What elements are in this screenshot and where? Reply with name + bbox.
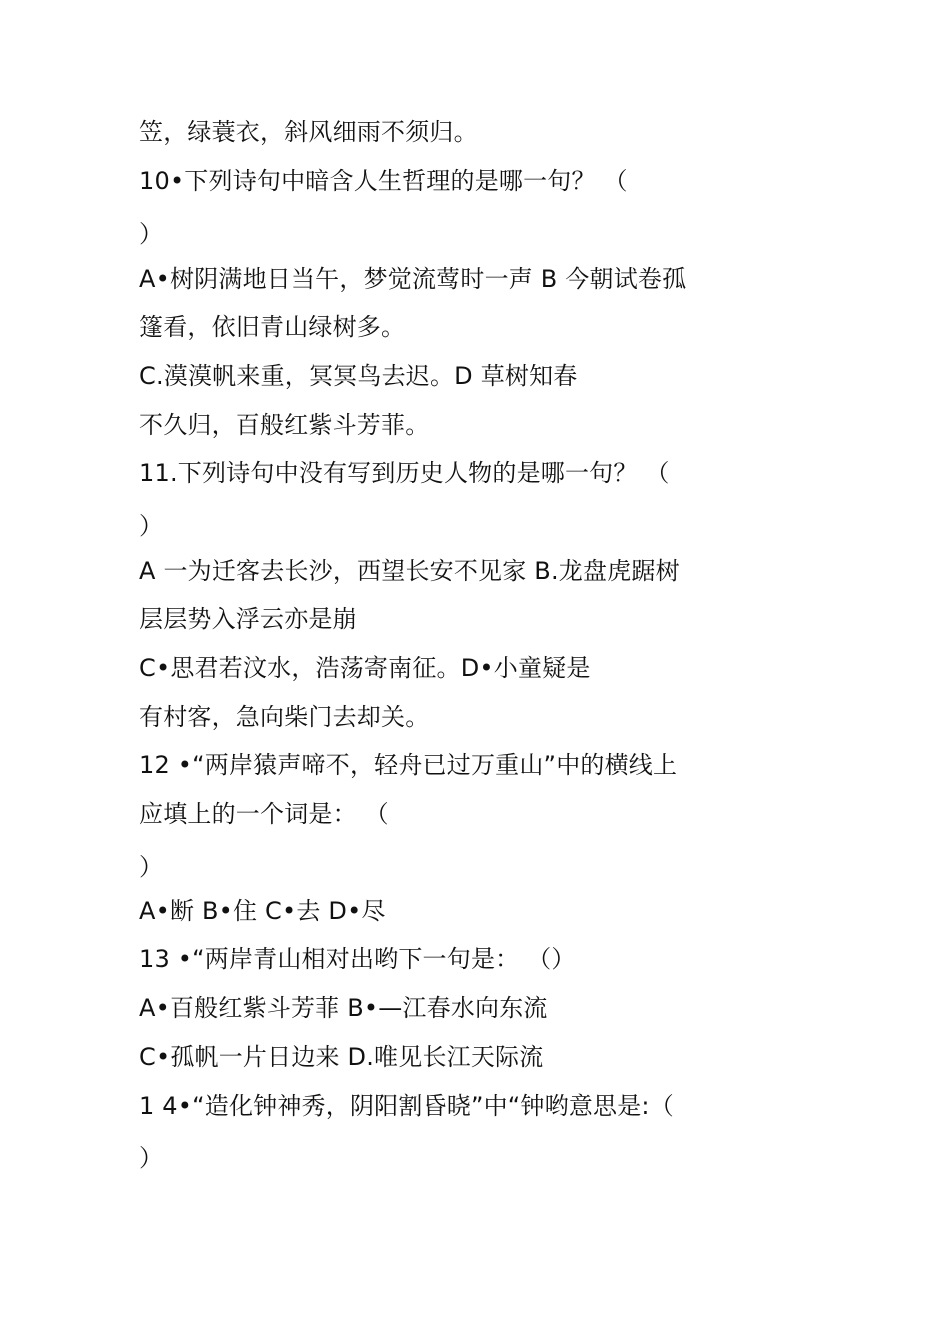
text-line: ） (139, 853, 164, 881)
question-12: 12 •“两岸猿声啼不，轻舟已过万重山”中的横线上 (139, 751, 678, 779)
text-line: C•思君若汶水，浩荡寄南征。D•小童疑是 (139, 654, 591, 682)
text-line: ） (139, 220, 164, 248)
text-line: 不久归，百般红紫斗芳菲。 (139, 411, 430, 439)
question-10-options: A•树阴满地日当午，梦觉流莺时一声 B 今朝试卷孤 (139, 265, 687, 293)
text-line: ） (139, 1144, 164, 1172)
text-line: 笠，绿蓑衣，斜风细雨不须归。 (139, 118, 478, 146)
question-12-options: A•断 B•住 C•去 D•尽 (139, 897, 386, 925)
text-line: C.漠漠帆来重，冥冥鸟去迟。D 草树知春 (139, 362, 578, 390)
text-line: 应填上的一个词是： （ (139, 800, 389, 828)
question-10: 10•下列诗句中暗含人生哲理的是哪一句？ （ (139, 167, 628, 195)
question-13-options: C•孤帆一片日边来 D.唯见长江天际流 (139, 1043, 544, 1071)
question-14: 1 4•“造化钟神秀，阴阳割昏晓”中“钟哟意思是:（ (139, 1092, 674, 1120)
text-line: 层层势入浮云亦是崩 (139, 605, 357, 633)
text-line: ） (139, 512, 164, 540)
question-11: 11.下列诗句中没有写到历史人物的是哪一句？ （ (139, 459, 670, 487)
text-line: 篷看，依旧青山绿树多。 (139, 313, 406, 341)
text-line: 有村客，急向柴门去却关。 (139, 703, 430, 731)
question-13: 13 •“两岸青山相对出哟下一句是： （） (139, 945, 576, 973)
question-11-options: A 一为迁客去长沙，西望长安不见家 B.龙盘虎踞树 (139, 557, 680, 585)
question-13-options: A•百般红紫斗芳菲 B•—江春水向东流 (139, 994, 548, 1022)
